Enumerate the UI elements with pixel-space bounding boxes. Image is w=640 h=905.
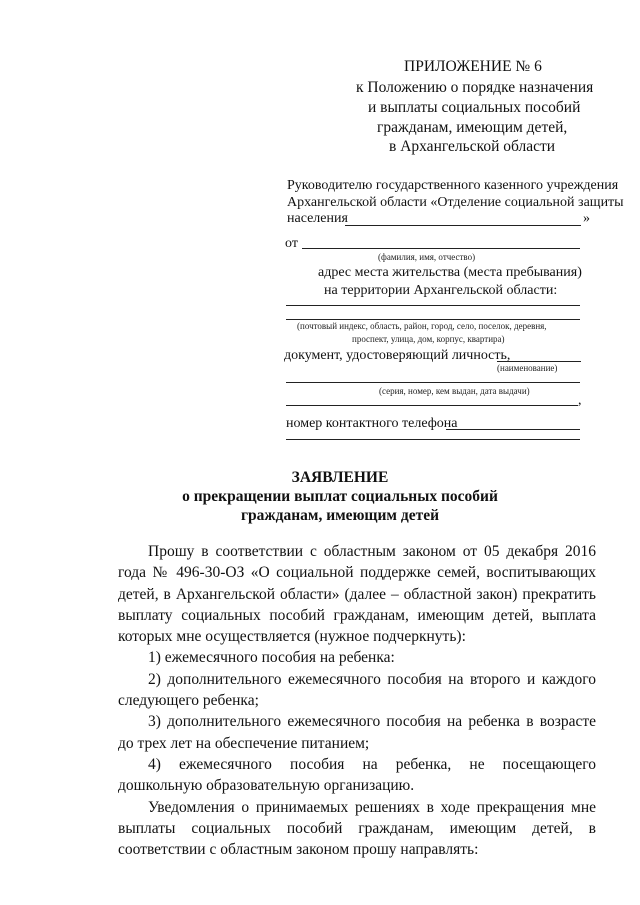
document-name-field[interactable] xyxy=(497,361,581,362)
institution-field[interactable] xyxy=(345,225,581,226)
address-field[interactable] xyxy=(286,319,580,320)
address-hint: (почтовый индекс, область, район, город, село, поселок, деревня, xyxy=(297,321,547,331)
full-name-field[interactable] xyxy=(302,248,580,249)
appendix-line: в Архангельской области xyxy=(389,138,556,155)
appendix-line: к Положению о порядке назначения xyxy=(356,79,594,96)
appendix-title: ПРИЛОЖЕНИЕ № 6 xyxy=(404,58,542,75)
statement-subtitle: о прекращении выплат социальных пособий xyxy=(182,488,498,505)
address-field[interactable] xyxy=(286,305,580,306)
closing-quote: » xyxy=(583,211,590,226)
addressee-line: Руководителю государственного казенного учреждения xyxy=(287,178,619,193)
document-label: документ, удостоверяющий личность, xyxy=(284,348,511,363)
notice-paragraph: Уведомления о принимаемых решениях в ходе прекращения мне выплаты социальных пособий гражданам, имеющим детей, в соответствии с областным законом прошу направлять: xyxy=(118,798,596,859)
addressee-line: населения xyxy=(287,211,348,226)
document-series-hint: (серия, номер, кем выдан, дата выдачи) xyxy=(379,386,530,396)
extra-field[interactable] xyxy=(286,439,580,440)
comma: , xyxy=(578,393,582,408)
statement-body xyxy=(118,541,596,860)
option-item[interactable]: 2) дополнительного ежемесячного пособия на второго и каждого следующего ребенка; xyxy=(118,670,596,710)
option-item[interactable]: 3) дополнительного ежемесячного пособия на ребенка в возрасте до трех лет на обеспечение питанием; xyxy=(118,713,596,752)
full-name-hint: (фамилия, имя, отчество) xyxy=(378,252,476,262)
address-label: на территории Архангельской области: xyxy=(324,283,558,298)
phone-label: номер контактного телефона xyxy=(286,416,458,431)
appendix-line: гражданам, имеющим детей, xyxy=(377,119,568,136)
document-details-field[interactable] xyxy=(286,405,578,406)
phone-field[interactable] xyxy=(446,429,580,430)
intro-paragraph: Прошу в соответствии с областным законом от 05 декабря 2016 года № 496-30-ОЗ «О социальной поддержке семей, воспитывающих детей, в Архангельской области» (далее – областной закон) прекратить выплату социальных пособий гражданам, имеющим детей, выплата которых мне осуществляется (нужное подчеркнуть): xyxy=(118,543,596,646)
document-series-field[interactable] xyxy=(286,382,580,383)
document-name-hint: (наименование) xyxy=(497,363,558,373)
statement-title: ЗАЯВЛЕНИЕ xyxy=(291,469,389,486)
option-item[interactable]: 1) ежемесячного пособия на ребенка: xyxy=(148,649,395,667)
address-hint: проспект, улица, дом, корпус, квартира) xyxy=(352,334,505,344)
appendix-line: и выплаты социальных пособий xyxy=(368,99,581,116)
addressee-line: Архангельской области «Отделение социальной защиты xyxy=(287,195,624,210)
option-item[interactable]: 4) ежемесячного пособия на ребенка, не посещающего дошкольную образовательную организацию. xyxy=(118,755,596,795)
from-label: от xyxy=(285,236,298,251)
statement-subtitle: гражданам, имеющим детей xyxy=(240,507,440,524)
address-label: адрес места жительства (места пребывания) xyxy=(318,265,582,280)
